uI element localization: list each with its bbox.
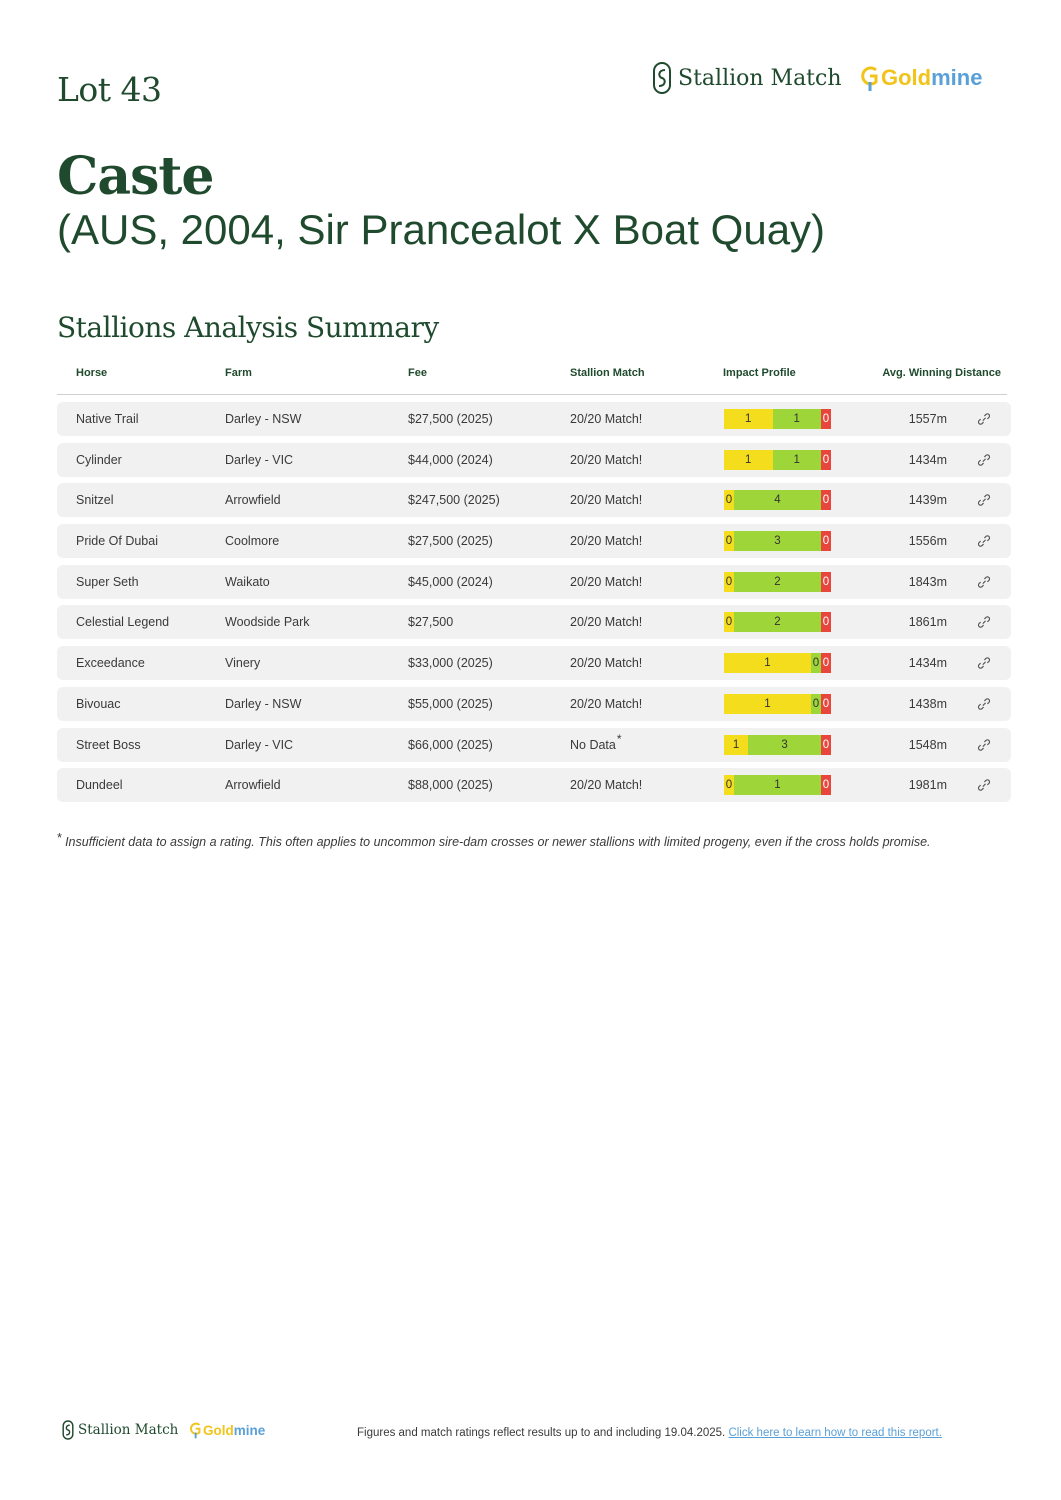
stallion-match-value: 20/20 Match!: [570, 452, 643, 467]
horse-name-cell: Cylinder: [76, 452, 122, 467]
avg-winning-distance-cell: 1548m: [908, 737, 947, 752]
stallion-match-value: 20/20 Match!: [570, 574, 643, 589]
horse-name-cell: Celestial Legend: [76, 615, 170, 630]
stallion-match-brand: [652, 62, 842, 94]
horse-name-cell: Bivouac: [76, 696, 121, 711]
stallion-match-value: 20/20 Match!: [570, 778, 643, 793]
stallion-match-cell: [570, 453, 642, 467]
fee-cell: $33,000 (2025): [408, 656, 493, 671]
impact-green-segment: 3: [734, 531, 821, 551]
impact-green-segment: 0: [811, 653, 821, 673]
goldmine-brand: [858, 64, 982, 92]
goldmine-mine-label: mine: [931, 65, 983, 90]
horse-name-cell: Dundeel: [76, 778, 123, 793]
link-icon[interactable]: [977, 493, 991, 507]
avg-winning-distance-cell: 1439m: [908, 493, 947, 508]
footnote-text: Insufficient data to assign a rating. This often applies to uncommon sire-dam crosses or newer stallions with limited progeny, even if the cross holds promise.: [65, 835, 931, 849]
stallion-match-value: 20/20 Match!: [570, 534, 643, 549]
farm-cell: Darley - VIC: [225, 737, 294, 752]
impact-profile-bar: [724, 775, 831, 795]
impact-profile-bar: [724, 653, 831, 673]
impact-red-segment: 0: [821, 409, 831, 429]
impact-green-segment: 4: [734, 490, 821, 510]
stallion-match-value: 20/20 Match!: [570, 493, 643, 508]
impact-red-segment: 0: [821, 694, 831, 714]
horse-name-cell: Snitzel: [76, 493, 114, 508]
how-to-read-link[interactable]: Click here to learn how to read this report.: [728, 1427, 942, 1439]
header-impact-profile: Impact Profile: [723, 367, 796, 379]
link-icon[interactable]: [977, 615, 991, 629]
fee-cell: $88,000 (2025): [408, 778, 493, 793]
impact-green-segment: 1: [773, 409, 822, 429]
impact-yellow-segment: 0: [724, 775, 734, 795]
table-row[interactable]: [57, 605, 1011, 639]
header-farm: Farm: [225, 367, 252, 379]
stallion-match-value: 20/20 Match!: [570, 696, 643, 711]
impact-red-segment: 0: [821, 490, 831, 510]
header-stallion-match: Stallion Match: [570, 367, 645, 379]
impact-red-segment: 0: [821, 450, 831, 470]
stallion-match-cell: [570, 575, 642, 589]
stallion-table: [57, 402, 1011, 809]
impact-green-segment: 3: [748, 735, 821, 755]
table-header: [57, 364, 1007, 395]
lot-number: Lot 43: [57, 70, 162, 109]
fee-cell: $247,500 (2025): [408, 493, 500, 508]
impact-red-segment: 0: [821, 653, 831, 673]
avg-winning-distance-cell: 1556m: [908, 534, 947, 549]
avg-winning-distance-cell: 1981m: [908, 778, 947, 793]
link-icon[interactable]: [977, 575, 991, 589]
section-title: Stallions Analysis Summary: [57, 311, 439, 344]
impact-green-segment: 0: [811, 694, 821, 714]
fee-cell: $45,000 (2024): [408, 574, 493, 589]
stallion-match-label: Stallion Match: [678, 65, 842, 91]
impact-yellow-segment: 1: [724, 694, 811, 714]
impact-red-segment: 0: [821, 735, 831, 755]
farm-cell: Arrowfield: [225, 778, 281, 793]
impact-yellow-segment: 0: [724, 490, 734, 510]
impact-red-segment: 0: [821, 572, 831, 592]
footer-goldmine-gold-label: Gold: [203, 1422, 234, 1438]
table-row[interactable]: [57, 565, 1011, 599]
link-icon[interactable]: [977, 656, 991, 670]
fee-cell: $27,500 (2025): [408, 534, 493, 549]
impact-profile-bar: [724, 490, 831, 510]
impact-yellow-segment: 1: [724, 409, 773, 429]
horse-details: (AUS, 2004, Sir Prancealot X Boat Quay): [57, 206, 826, 253]
table-row[interactable]: [57, 524, 1011, 558]
stallion-match-logo-icon: [62, 1420, 74, 1440]
avg-winning-distance-cell: 1843m: [908, 574, 947, 589]
farm-cell: Arrowfield: [225, 493, 281, 508]
avg-winning-distance-cell: 1434m: [908, 656, 947, 671]
link-icon[interactable]: [977, 697, 991, 711]
impact-green-segment: 1: [773, 450, 822, 470]
horse-name-cell: Street Boss: [76, 737, 141, 752]
stallion-match-value: No Data: [570, 737, 616, 752]
farm-cell: Darley - VIC: [225, 452, 294, 467]
horse-name-cell: Native Trail: [76, 412, 139, 426]
impact-profile-bar: [724, 450, 831, 470]
avg-winning-distance-cell: 1438m: [908, 696, 947, 711]
fee-cell: $66,000 (2025): [408, 737, 493, 752]
table-row[interactable]: [57, 728, 1011, 762]
fee-cell: $55,000 (2025): [408, 696, 493, 711]
no-data-star: *: [616, 731, 622, 746]
impact-profile-bar: [724, 531, 831, 551]
horse-name-cell: Exceedance: [76, 656, 145, 671]
impact-green-segment: 2: [734, 612, 821, 632]
fee-cell: $27,500: [408, 615, 454, 630]
link-icon[interactable]: [977, 738, 991, 752]
goldmine-g-icon: [188, 1421, 202, 1439]
impact-red-segment: 0: [821, 531, 831, 551]
horse-name: Caste: [57, 146, 214, 207]
fee-cell: $44,000 (2024): [408, 452, 493, 467]
farm-cell: Woodside Park: [225, 615, 310, 630]
impact-profile-bar: [724, 694, 831, 714]
impact-green-segment: 2: [734, 572, 821, 592]
impact-green-segment: 1: [734, 775, 821, 795]
table-row[interactable]: [57, 483, 1011, 517]
stallion-match-cell: [570, 412, 642, 426]
stallion-match-cell: [570, 534, 642, 548]
stallion-match-logo-icon: [652, 62, 672, 94]
header-avg-winning-distance: Avg. Winning Distance: [882, 367, 1001, 379]
table-row[interactable]: [57, 402, 1011, 436]
impact-red-segment: 0: [821, 775, 831, 795]
header-fee: Fee: [408, 367, 427, 379]
link-icon[interactable]: [977, 778, 991, 792]
footer-stallion-match-brand: [62, 1420, 178, 1440]
impact-profile-bar: [724, 612, 831, 632]
impact-yellow-segment: 1: [724, 653, 811, 673]
footnote: [57, 830, 931, 849]
farm-cell: Darley - NSW: [225, 412, 302, 426]
goldmine-gold-label: Gold: [881, 65, 932, 90]
link-icon[interactable]: [977, 412, 991, 426]
fee-cell: $27,500 (2025): [408, 412, 493, 426]
goldmine-g-icon: [858, 64, 880, 92]
stallion-match-cell: [570, 778, 642, 792]
footer-note: [357, 1427, 942, 1439]
link-icon[interactable]: [977, 534, 991, 548]
stallion-match-cell: [570, 731, 622, 752]
table-row[interactable]: [57, 443, 1011, 477]
stallion-match-cell: [570, 615, 642, 629]
table-row[interactable]: [57, 768, 1011, 802]
stallion-match-value: 20/20 Match!: [570, 656, 643, 671]
impact-profile-bar: [724, 572, 831, 592]
impact-yellow-segment: 1: [724, 450, 773, 470]
farm-cell: Waikato: [225, 574, 270, 589]
horse-name-cell: Pride Of Dubai: [76, 534, 158, 549]
horse-name-cell: Super Seth: [76, 574, 139, 589]
impact-red-segment: 0: [821, 612, 831, 632]
farm-cell: Vinery: [225, 656, 261, 671]
avg-winning-distance-cell: 1557m: [908, 412, 947, 426]
avg-winning-distance-cell: 1861m: [908, 615, 947, 630]
stallion-match-value: 20/20 Match!: [570, 615, 643, 630]
impact-profile-bar: [724, 735, 831, 755]
stallion-match-cell: [570, 697, 642, 711]
farm-cell: Darley - NSW: [225, 696, 302, 711]
header-horse: Horse: [76, 367, 108, 379]
footer-note-text: Figures and match ratings reflect results up to and including 19.04.2025.: [357, 1427, 726, 1439]
avg-winning-distance-cell: 1434m: [908, 452, 947, 467]
stallion-match-cell: [570, 493, 642, 507]
stallion-match-value: 20/20 Match!: [570, 412, 643, 426]
impact-yellow-segment: 0: [724, 531, 734, 551]
impact-yellow-segment: 0: [724, 612, 734, 632]
impact-yellow-segment: 1: [724, 735, 748, 755]
footer-stallion-match-label: Stallion Match: [78, 1422, 179, 1438]
footer-goldmine-brand: [188, 1421, 265, 1439]
footer-goldmine-mine-label: mine: [233, 1422, 266, 1438]
stallion-match-cell: [570, 656, 642, 670]
impact-profile-bar: [724, 409, 831, 429]
link-icon[interactable]: [977, 453, 991, 467]
farm-cell: Coolmore: [225, 534, 280, 549]
table-row[interactable]: [57, 646, 1011, 680]
footnote-star: *: [57, 830, 63, 845]
impact-yellow-segment: 0: [724, 572, 734, 592]
table-row[interactable]: [57, 687, 1011, 721]
